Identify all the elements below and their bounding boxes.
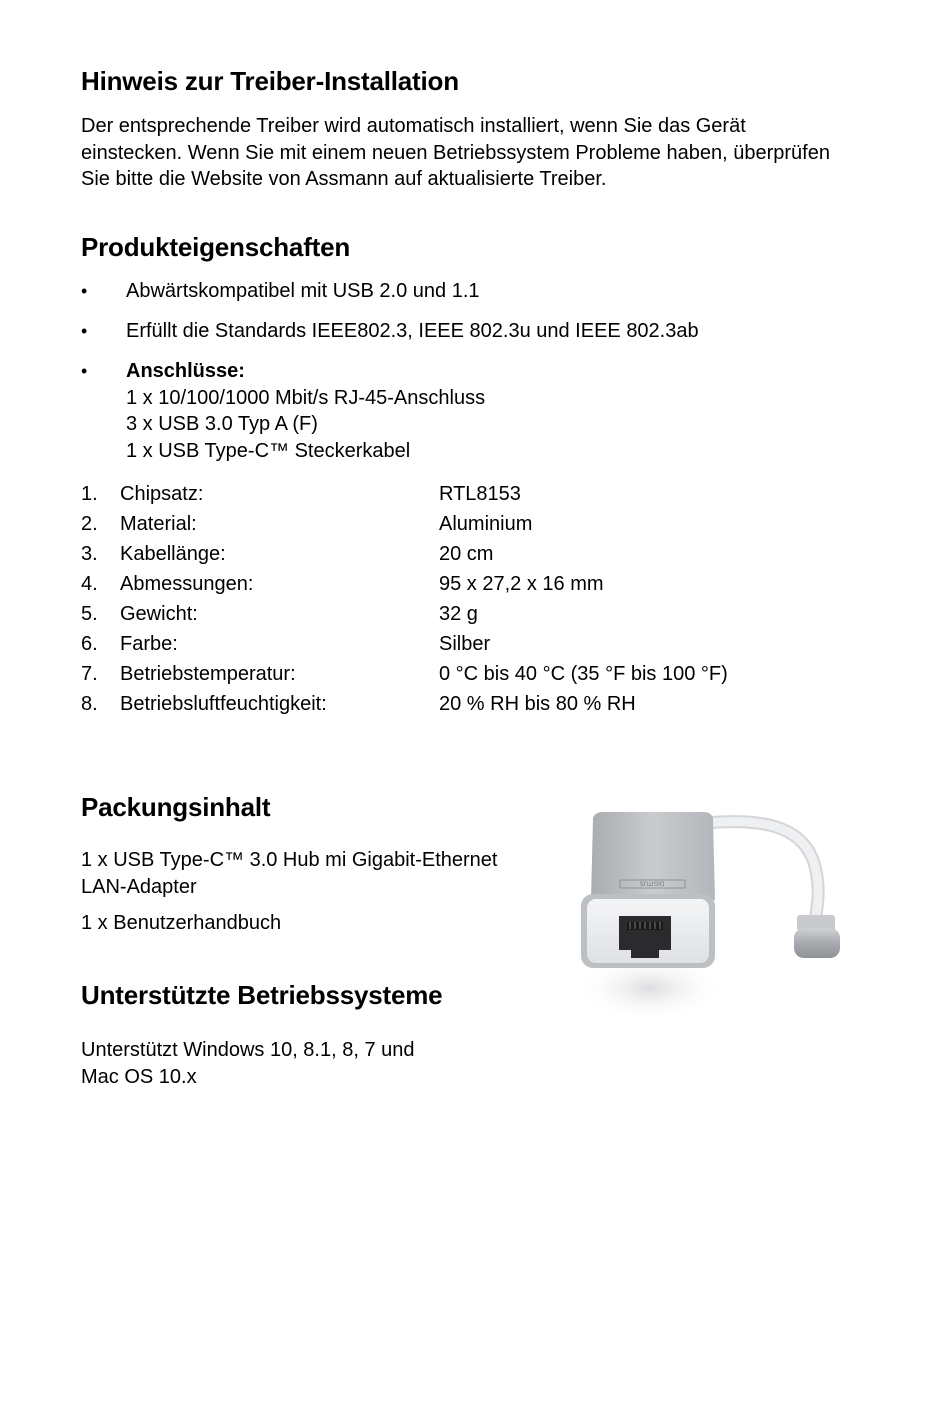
package-item	[81, 847, 497, 900]
spec-number: 5.	[81, 603, 98, 625]
package-item: 1 x Benutzerhandbuch	[81, 912, 282, 934]
driver-line: Sie bitte die Website von Assmann auf aktualisierte Treiber.	[81, 168, 607, 190]
spec-label: Abmessungen:	[120, 573, 254, 595]
features-heading: Produkteigenschaften	[81, 232, 351, 262]
spec-number: 2.	[81, 513, 98, 535]
driver-line: einstecken. Wenn Sie mit einem neuen Betriebssystem Probleme haben, überprüfen	[81, 141, 830, 164]
spec-number: 3.	[81, 543, 98, 565]
rj45-pins	[630, 922, 660, 929]
usb-c-ethernet-adapter-illustration	[575, 800, 865, 1030]
bullet-icon: •	[81, 361, 88, 381]
port-item: 1 x 10/100/1000 Mbit/s RJ-45-Anschluss	[126, 386, 486, 409]
os-line: Unterstützt Windows 10, 8.1, 8, 7 und	[81, 1039, 415, 1061]
cable-highlight	[705, 822, 818, 920]
product-image	[575, 800, 865, 1030]
spec-number: 8.	[81, 693, 98, 715]
bullet-icon: •	[81, 281, 88, 301]
spec-value: 0 °C bis 40 °C (35 °F bis 100 °F)	[439, 663, 728, 685]
spec-label: Gewicht:	[120, 603, 198, 625]
brand-logo: DIGITUS	[639, 879, 665, 886]
usb-c-plug	[794, 928, 840, 958]
spec-value: 95 x 27,2 x 16 mm	[439, 573, 604, 595]
bullet-icon: •	[81, 321, 88, 341]
package-item-line: 1 x USB Type-C™ 3.0 Hub mi Gigabit-Ethernet	[81, 849, 498, 871]
ports-title: Anschlüsse:	[126, 360, 245, 382]
os-paragraph	[81, 1037, 415, 1090]
driver-heading: Hinweis zur Treiber-Installation	[81, 66, 459, 96]
spec-value: 32 g	[439, 603, 478, 625]
port-item: 3 x USB 3.0 Typ A (F)	[126, 413, 318, 435]
bullet-text: Abwärtskompatibel mit USB 2.0 und 1.1	[126, 280, 480, 302]
driver-line: Der entsprechende Treiber wird automatisch installiert, wenn Sie das Gerät	[81, 115, 746, 137]
os-line: Mac OS 10.x	[81, 1065, 197, 1088]
port-item: 1 x USB Type-C™ Steckerkabel	[126, 439, 411, 462]
spec-number: 4.	[81, 573, 98, 595]
spec-value: Silber	[439, 633, 491, 655]
driver-paragraph	[81, 113, 830, 193]
spec-label: Betriebsluftfeuchtigkeit:	[120, 693, 327, 715]
adapter-body	[591, 812, 715, 900]
ports-block	[126, 358, 485, 464]
spec-number: 6.	[81, 633, 98, 655]
package-heading: Packungsinhalt	[81, 792, 271, 822]
spec-value: RTL8153	[439, 483, 521, 505]
spec-value: 20 % RH bis 80 % RH	[439, 693, 636, 715]
spec-number: 1.	[81, 483, 98, 505]
spec-label: Kabellänge:	[120, 543, 226, 565]
spec-number: 7.	[81, 663, 98, 685]
spec-label: Farbe:	[120, 633, 178, 655]
spec-label: Chipsatz:	[120, 483, 204, 505]
bullet-text: Erfüllt die Standards IEEE802.3, IEEE 802.3u und IEEE 802.3ab	[126, 320, 699, 342]
os-heading: Unterstützte Betriebssysteme	[81, 980, 443, 1010]
package-item-line: LAN-Adapter	[81, 875, 197, 898]
spec-label: Betriebstemperatur:	[120, 663, 296, 685]
spec-value: 20 cm	[439, 543, 494, 565]
spec-value: Aluminium	[439, 513, 533, 535]
spec-label: Material:	[120, 513, 197, 535]
